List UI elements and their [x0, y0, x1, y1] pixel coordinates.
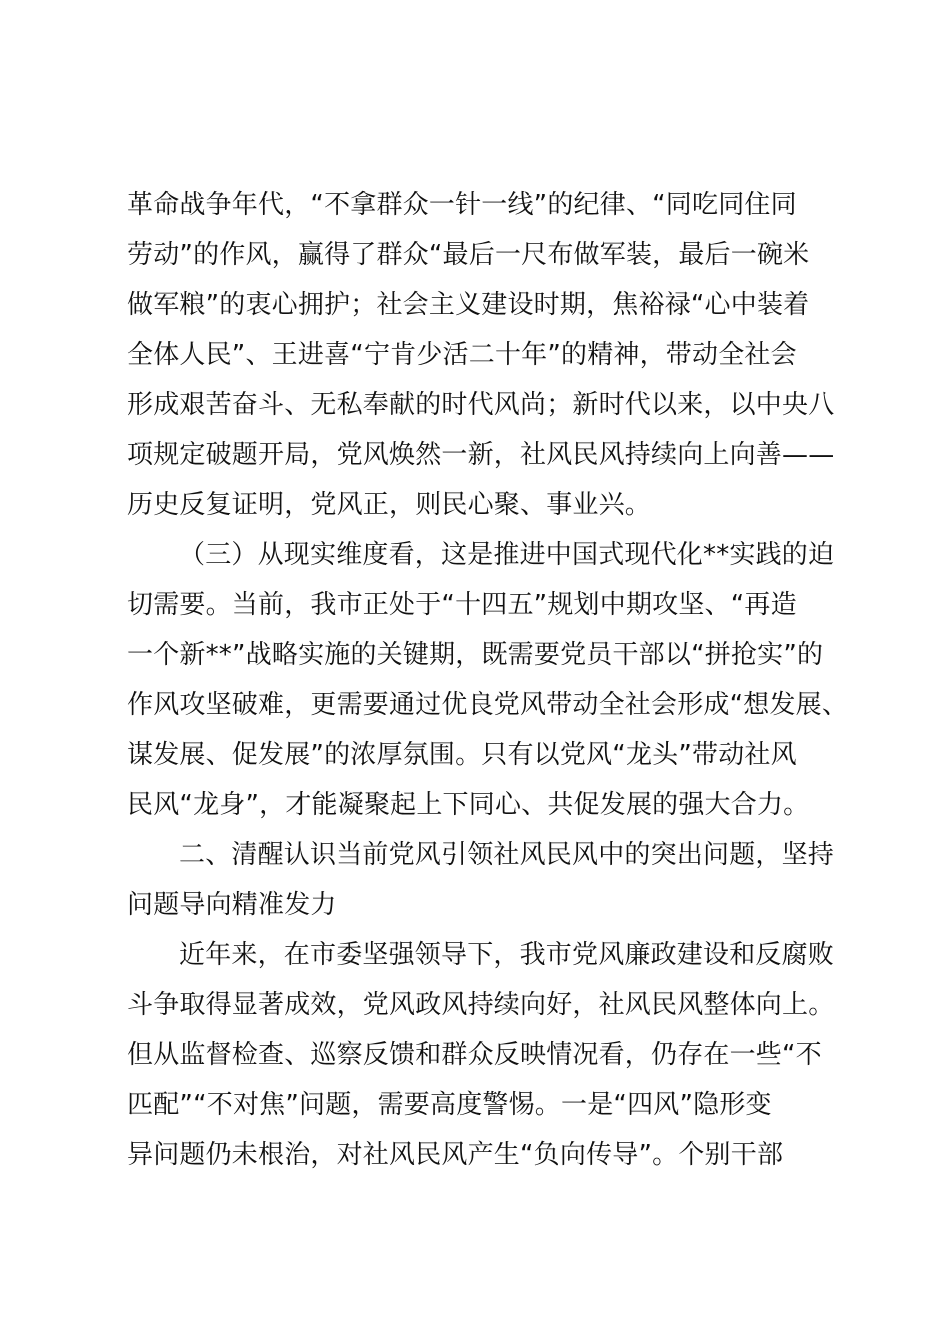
text-line-6: 项规定破题开局，党风焕然一新，社风民风持续向上向善——: [127, 440, 835, 470]
text-line-3: 做军粮”的衷心拥护；社会主义建设时期，焦裕禄“心中装着: [127, 290, 810, 320]
text-line-12: 谋发展、促发展”的浓厚氛围。只有以党风“龙头”带动社风: [127, 740, 797, 770]
text-line-10: 一个新**”战略实施的关键期，既需要党员干部以“拼抢实”的: [127, 640, 824, 670]
text-line-8: （三）从现实维度看，这是推进中国式现代化**实践的迫: [179, 540, 835, 570]
text-line-19: 匹配”“不对焦”问题，需要高度警惕。一是“四风”隐形变: [127, 1090, 772, 1120]
text-line-17: 斗争取得显著成效，党风政风持续向好，社风民风整体向上。: [127, 990, 835, 1020]
text-line-16: 近年来，在市委坚强领导下，我市党风廉政建设和反腐败: [179, 940, 835, 970]
text-line-5: 形成艰苦奋斗、无私奉献的时代风尚；新时代以来，以中央八: [127, 390, 835, 420]
section-heading-line-1: 二、清醒认识当前党风引领社风民风中的突出问题，坚持: [179, 840, 835, 870]
text-line-2: 劳动”的作风，赢得了群众“最后一尺布做军装，最后一碗米: [127, 240, 810, 270]
text-line-13: 民风“龙身”，才能凝聚起上下同心、共促发展的强大合力。: [127, 790, 810, 820]
text-line-20: 异问题仍未根治，对社风民风产生“负向传导”。个别干部: [127, 1140, 784, 1170]
section-heading-line-2: 问题导向精准发力: [127, 890, 337, 920]
text-line-1: 革命战争年代，“不拿群众一针一线”的纪律、“同吃同住同: [127, 190, 797, 220]
text-line-18: 但从监督检查、巡察反馈和群众反映情况看，仍存在一些“不: [127, 1040, 822, 1070]
text-line-7: 历史反复证明，党风正，则民心聚、事业兴。: [127, 490, 652, 520]
document-body: [127, 180, 852, 1180]
text-line-9: 切需要。当前，我市正处于“十四五”规划中期攻坚、“再造: [127, 590, 797, 620]
text-line-11: 作风攻坚破难，更需要通过优良党风带动全社会形成“想发展、: [127, 690, 849, 720]
text-line-4: 全体人民”、王进喜“宁肯少活二十年”的精神，带动全社会: [127, 340, 797, 370]
